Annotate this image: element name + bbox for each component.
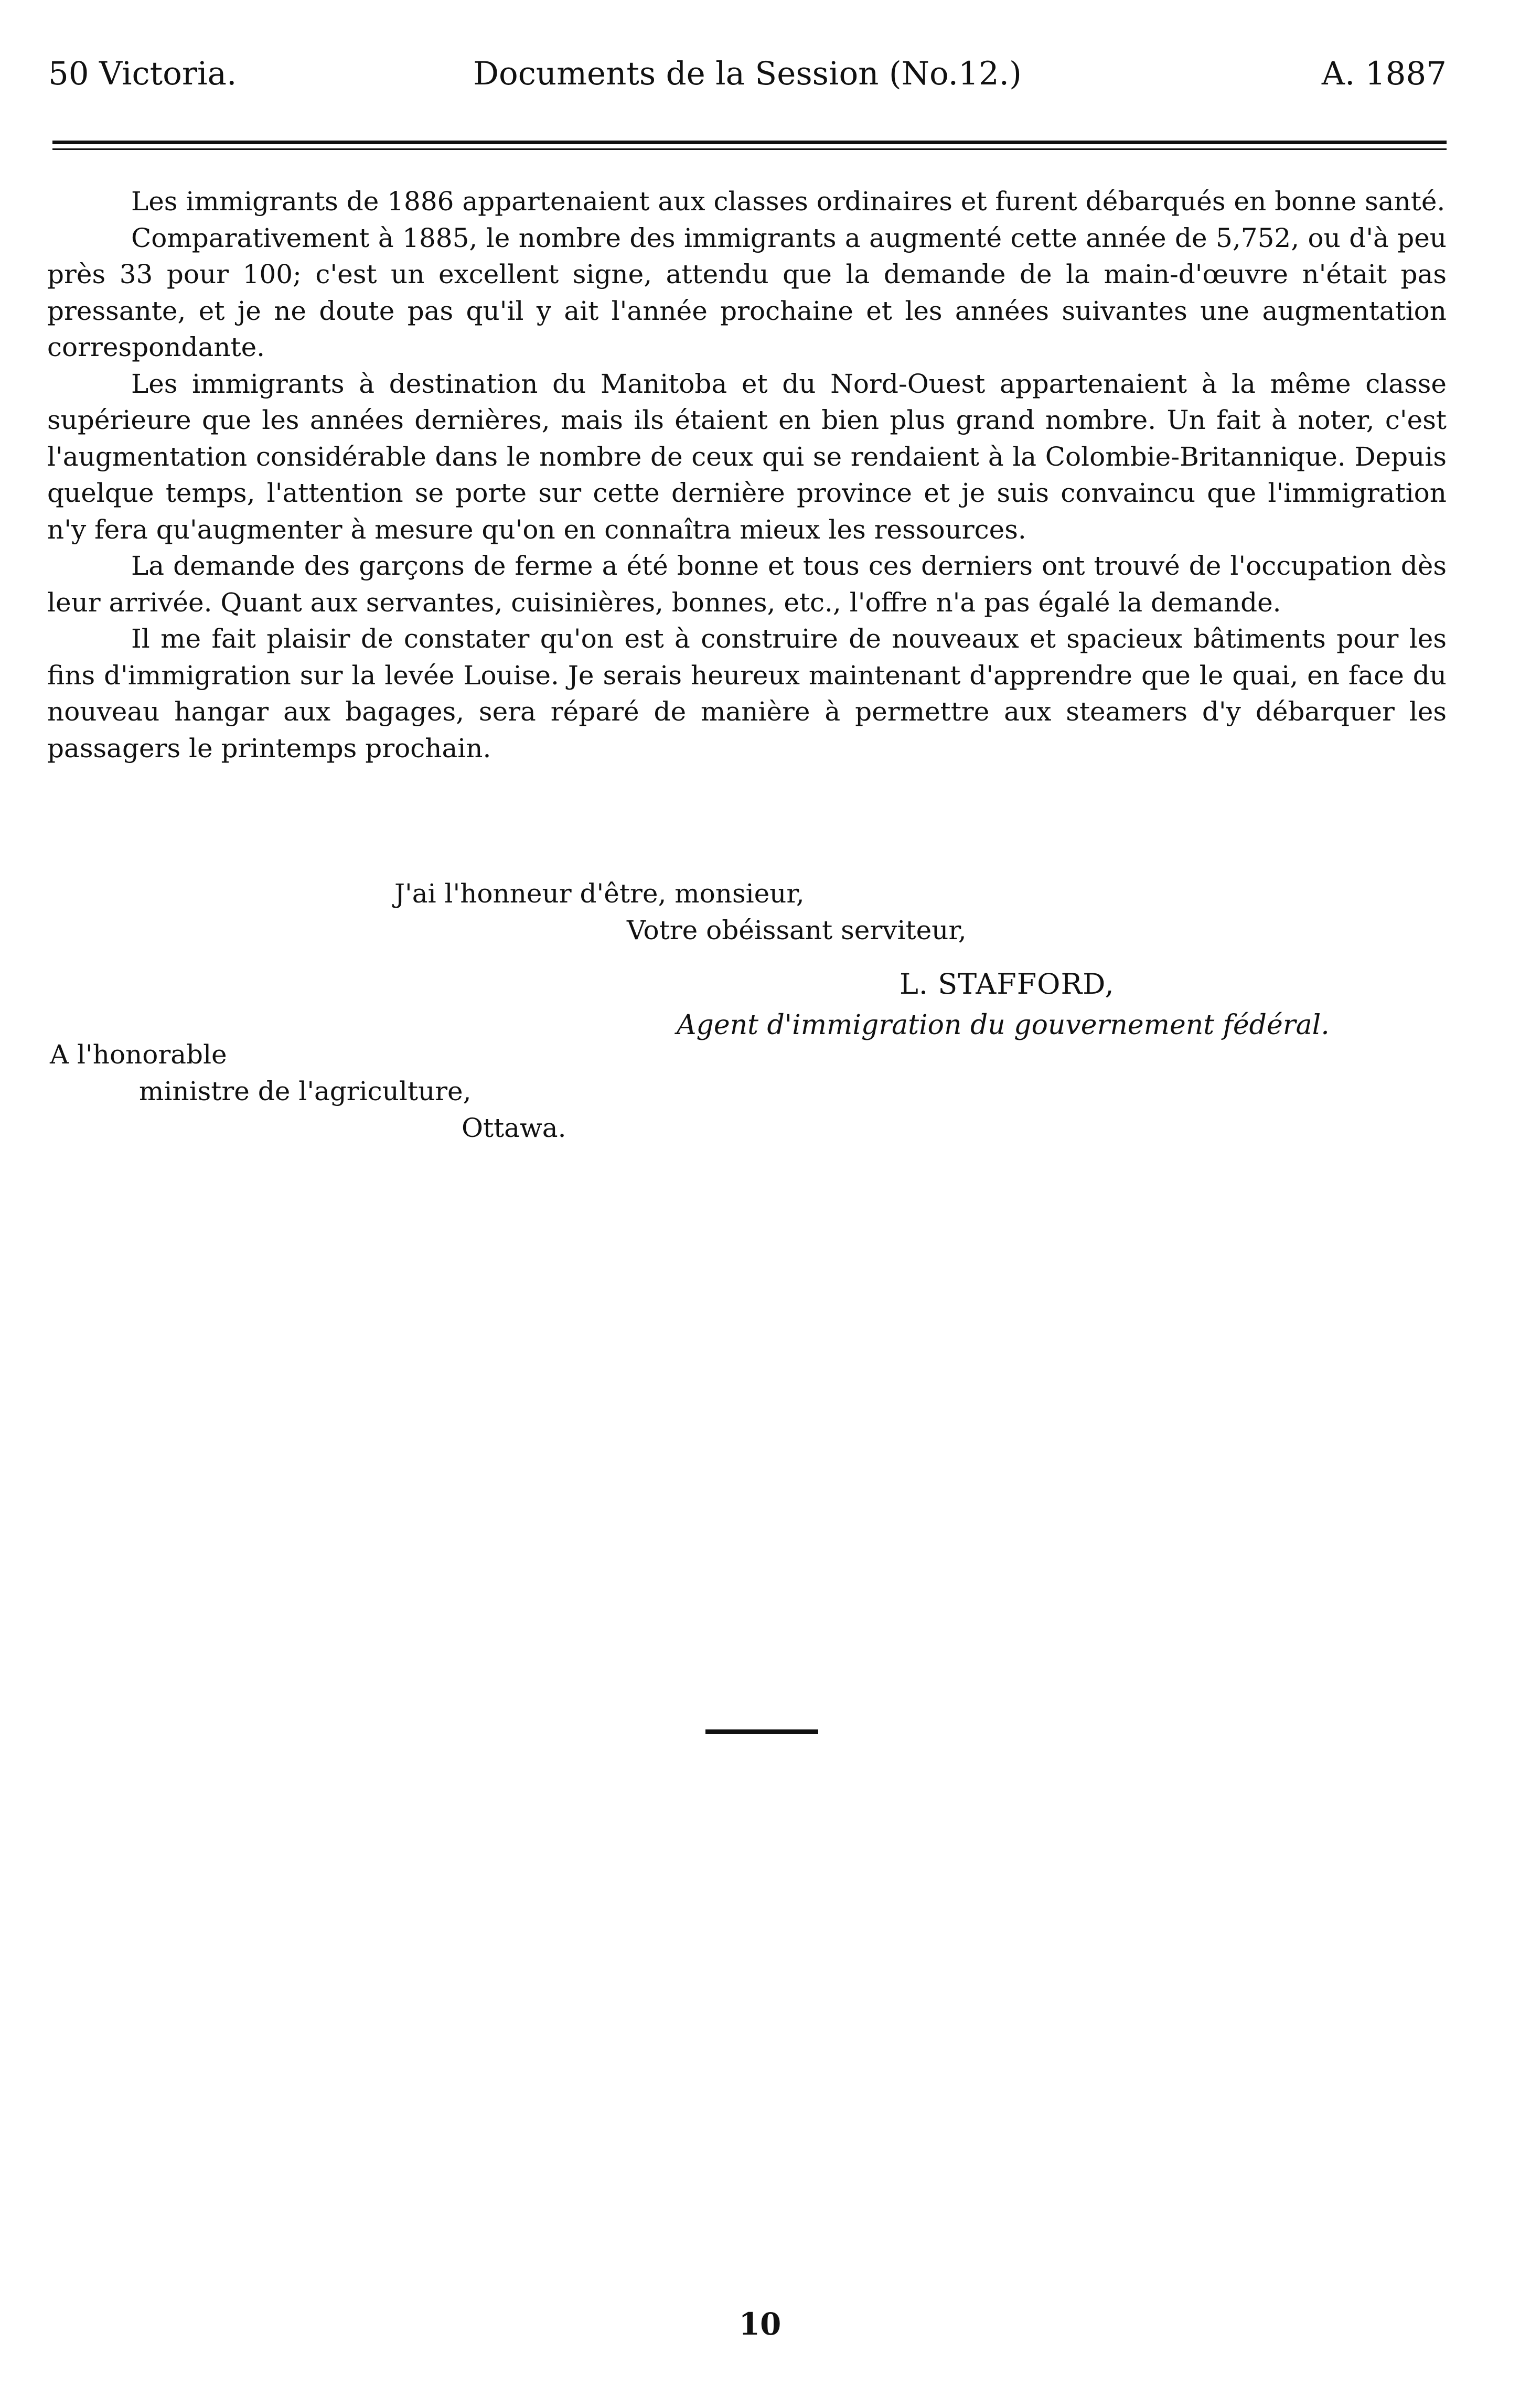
paragraph: Les immigrants de 1886 appartenaient aux classes ordinaires et furent débarqués en bonne santé. xyxy=(131,186,1446,217)
paragraph: Les immigrants à destination du Manitoba et du Nord-Ouest appartenaient à la même classe supérieure que les années dernières, mais ils étaient en bien plus grand nombre. Un fait à noter, c'est l'augmentation considérable dans le nombre de ceux qui se rendaient à la Colombie-Britannique. Depuis quelque temps, l'attention se porte sur cette dernière province et je suis convaincu que l'immigration n'y fera qu'augmenter à mesure qu'on en connaîtra mieux les ressources. xyxy=(47,368,1447,545)
signature-name: L. STAFFORD, xyxy=(900,968,1115,1001)
header-rule-thin xyxy=(52,148,1447,150)
paragraph: Comparativement à 1885, le nombre des immigrants a augmenté cette année de 5,752, ou d'à peu près 33 pour 100; c'est un excellent signe, attendu que la demande de la main-d'œuvre n'était pas pressante, et je ne doute pas qu'il y ait l'année prochaine et les années suivantes une augmentation correspondante. xyxy=(47,222,1447,362)
addressee-line: ministre de l'agriculture, xyxy=(139,1076,472,1106)
closing-valediction: Votre obéissant serviteur, xyxy=(627,915,967,945)
page-header xyxy=(48,55,1447,97)
closing-salutation: J'ai l'honneur d'être, monsieur, xyxy=(394,878,805,909)
header-rule-thick xyxy=(52,141,1447,144)
addressee-line: A l'honorable xyxy=(50,1039,227,1070)
section-end-rule xyxy=(705,1729,818,1734)
paragraph: La demande des garçons de ferme a été bonne et tous ces derniers ont trouvé de l'occupation dès leur arrivée. Quant aux servantes, cuisinières, bonnes, etc., l'offre n'a pas égalé la demande. xyxy=(47,551,1447,618)
addressee-line: Ottawa. xyxy=(462,1113,566,1143)
page-number: 10 xyxy=(738,2306,782,2342)
paragraph: Il me fait plaisir de constater qu'on est à construire de nouveaux et spacieux bâtiments pour les fins d'immigration sur la levée Louise. Je serais heureux maintenant d'apprendre que le quai, en face du nouveau hangar aux bagages, sera réparé de manière à permettre aux steamers d'y débarquer les passagers le printemps prochain. xyxy=(47,624,1447,764)
header-title: Documents de la Session (No.12.) xyxy=(473,55,1022,92)
letter-body xyxy=(47,184,1447,767)
header-year: A. 1887 xyxy=(1321,55,1447,92)
header-volume: 50 Victoria. xyxy=(48,55,237,92)
signature-title: Agent d'immigration du gouvernement fédéral. xyxy=(677,1009,1330,1041)
